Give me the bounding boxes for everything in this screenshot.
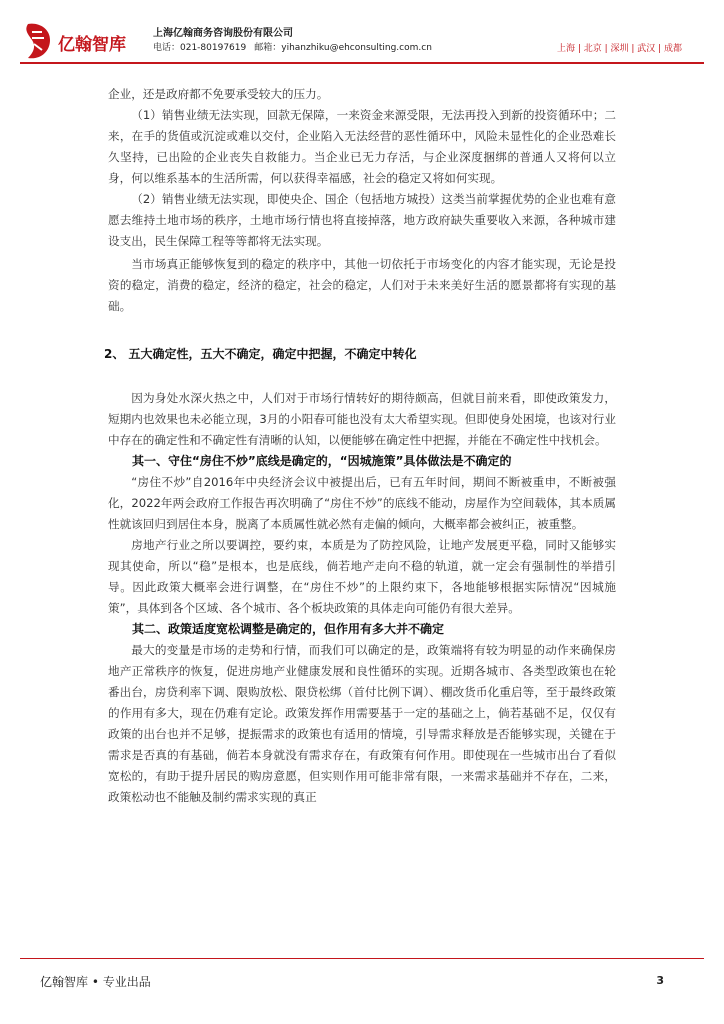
logo-mark-icon <box>20 20 54 62</box>
paragraph: 房地产行业之所以要调控，要约束，本质是为了防控风险，让地产发展更平稳，同时又能够实现其使命，所以“稳”是根本，也是底线，倘若地产走向不稳的轨道，就一定会有强制性的举措引导。因此政策大概率会进行调整，在“房住不炒”的上限约束下，各地能够根据实际情况“因城施策”，具体到各个区域、各个城市、各个板块政策的具体走向可能仍有很大差异。 <box>108 538 616 615</box>
paragraph: （1）销售业绩无法实现，回款无保障，一来资金来源受限，无法再投入到新的投资循环中；二来，在手的货值或沉淀或难以交付，企业陷入无法经营的恶性循环中，风险未显性化的企业恐难长久坚持，已出险的企业丧失自救能力。当企业已无力存活，与企业深度捆绑的普通人又将何以立身，何以维系基本的生活所需，何以获得幸福感，社会的稳定又将如何实现。 <box>108 108 616 185</box>
paragraph: 最大的变量是市场的走势和行情，而我们可以确定的是，政策端将有较为明显的动作来确保房地产正常秩序的恢复，促进房地产业健康发展和良性循环的实现。近期各城市、各类型政策也在轮番出台，房贷利率下调、限购放松、限贷松绑（首付比例下调）、棚改货币化重启等，至于最终政策的作用有多大，现在仍难有定论。政策发挥作用需要基于一定的基础之上，倘若基础不足，仅仅有政策的出台也并不足够，提振需求的政策也有适用的情境，引导需求释放是否能够实现，关键在于需求是否真的有基础，倘若本身就没有需求存在，有政策有何作用。即使现在一些城市出台了看似宽松的，有助于提升居民的购房意愿，但实则作用可能非常有限，一来需求基础并不存在，二来，政策松动也不能触及制约需求实现的真正 <box>108 643 616 804</box>
header-divider <box>20 62 704 64</box>
office-cities: 上海 | 北京 | 深圳 | 武汉 | 成都 <box>556 44 682 54</box>
paragraph: 因为身处水深火热之中，人们对于市场行情转好的期待颇高，但就目前来看，即使政策发力，短期内也效果也未必能立现，3月的小阳春可能也没有太大希望实现。但即使身处困境，也该对行业中存在的确定性和不确定性有清晰的认知，以便能够在确定性中把握，并能在不确定性中找机会。 <box>108 391 616 447</box>
page-number: 3 <box>656 974 664 987</box>
footer-brand: 亿翰智库 • 专业出品 <box>40 975 151 989</box>
phone: 电话：021-80197619 <box>153 43 247 53</box>
subheading: 其二、政策适度宽松调整是确定的，但作用有多大并不确定 <box>132 622 445 636</box>
paragraph: 当市场真正能够恢复到的稳定的秩序中，其他一切依托于市场变化的内容才能实现，无论是投资的稳定，消费的稳定，经济的稳定，社会的稳定，人们对于未来美好生活的愿景都将有实现的基础。 <box>108 257 616 313</box>
paragraph: 企业，还是政府都不免要承受较大的压力。 <box>108 87 329 101</box>
company-logo <box>20 20 138 62</box>
page-content <box>104 84 616 808</box>
contact-info <box>153 40 432 53</box>
paragraph: “房住不炒”自2016年中央经济会议中被提出后，已有五年时间，期间不断被重申，不断被强化，2022年两会政府工作报告再次明确了“房住不炒”的底线不能动，房屋作为空间载体，其本质属性就该回归到居住本身，脱离了本质属性就必然有走偏的倾向，大概率都会被纠正，被重整。 <box>108 475 616 531</box>
subheading: 其一、守住“房住不炒”底线是确定的，“因城施策”具体做法是不确定的 <box>132 454 512 468</box>
footer-divider <box>20 958 704 959</box>
section-heading: 2、 五大确定性，五大不确定，确定中把握，不确定中转化 <box>104 347 417 361</box>
company-name: 上海亿翰商务咨询股份有限公司 <box>153 28 293 39</box>
paragraph: （2）销售业绩无法实现，即使央企、国企（包括地方城投）这类当前掌握优势的企业也难有意愿去维持土地市场的秩序，土地市场行情也将直接掉落，地方政府缺失重要收入来源，各种城市建设支出，民生保障工程等等都将无法实现。 <box>108 192 616 248</box>
email: 邮箱：yihanzhiku@ehconsulting.com.cn <box>254 43 432 53</box>
logo-text: 亿翰智库 <box>58 35 126 55</box>
